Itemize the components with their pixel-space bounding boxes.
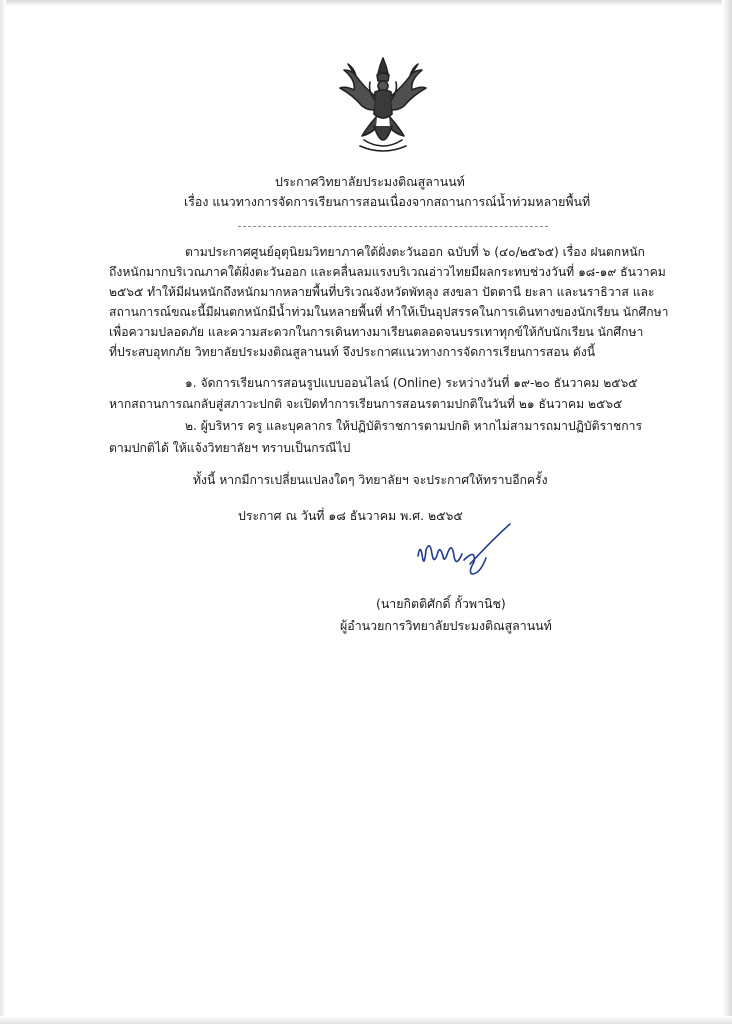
closing-statement: ทั้งนี้ หากมีการเปลี่ยนแปลงใดๆ วิทยาลัยฯ จะประกาศให้ทราบอีกครั้ง	[193, 473, 548, 487]
page-edge-right	[722, 0, 732, 1024]
item1-line: หากสถานการณกลับสู่สภาวะปกติ จะเปิดทำการเรียนการสอนรตามปกติในวันที่ ๒๑ ธันวาคม ๒๕๖๕	[109, 397, 623, 411]
item1-line: ๑. จัดการเรียนการสอนรูปแบบออนไลน์ (Online) ระหว่างวันที่ ๑๙-๒๐ ธันวาคม ๒๕๖๕	[185, 376, 638, 390]
intro-line: สถานการณ์ขณะนี้มีฝนตกหนักมีน้ำท่วมในหลายพื้นที่ ทำให้เป็นอุปสรรคในการเดินทางของนักเรียน นักศึกษา	[109, 305, 669, 319]
item2-line: ตามปกติได้ ให้แจ้งวิทยาลัยฯ ทราบเป็นกรณีไป	[109, 441, 351, 455]
item2-line: ๒. ผู้บริหาร ครู และบุคลากร ให้ปฏิบัติราชการตามปกติ หากไม่สามารถมาปฏิบัติราชการ	[185, 419, 643, 433]
header-divider	[238, 226, 548, 227]
page-edge-left	[0, 0, 6, 1024]
intro-line: เพื่อความปลอดภัย และความสะดวกในการเดินทางมาเรียนตลอดจนบรรเทาทุกข์ให้กับนักเรียน นักศึกษา	[109, 325, 644, 339]
signature-icon	[410, 520, 515, 582]
page-edge-top	[0, 0, 732, 6]
signer-title: ผู้อำนวยการวิทยาลัยประมงติณสูลานนท์	[340, 618, 552, 633]
page-edge-bottom	[0, 1016, 732, 1024]
intro-line: ตามประกาศศูนย์อุตุนิยมวิทยาภาคใต้ฝั่งตะวันออก ฉบับที่ ๖ (๔๐/๒๕๖๕) เรื่อง ฝนตกหนัก	[185, 245, 645, 259]
header-subject: เรื่อง แนวทางการจัดการเรียนการสอนเนื่องจากสถานการณ์น้ำท่วมหลายพื้นที่	[184, 194, 591, 209]
intro-line: ๒๕๖๕ ทำให้มีฝนหนักถึงหนักมากหลายพื้นที่บริเวณจังหวัดพัทลุง สงขลา ปัตตานี ยะลา และนราธิวาส และ	[109, 285, 655, 299]
intro-line: ที่ประสบอุทกภัย วิทยาลัยประมงติณสูลานนท์ จึงประกาศแนวทางการจัดการเรียนการสอน ดังนี้	[109, 345, 596, 359]
header-org: ประกาศวิทยาลัยประมงติณสูลานนท์	[275, 174, 465, 189]
announcement-date: ประกาศ ณ วันที่ ๑๘ ธันวาคม พ.ศ. ๒๕๖๕	[238, 508, 463, 523]
intro-line: ถึงหนักมากบริเวณภาคใต้ฝั่งตะวันออก และคลื่นลมแรงบริเวณอ่าวไทยมีผลกระทบช่วงวันที่ ๑๘-๑๙ ธันวาคม	[109, 265, 666, 279]
garuda-emblem-icon	[334, 56, 432, 156]
signer-name: (นายกิตติศักดิ์ กั้วพานิช)	[376, 596, 506, 611]
